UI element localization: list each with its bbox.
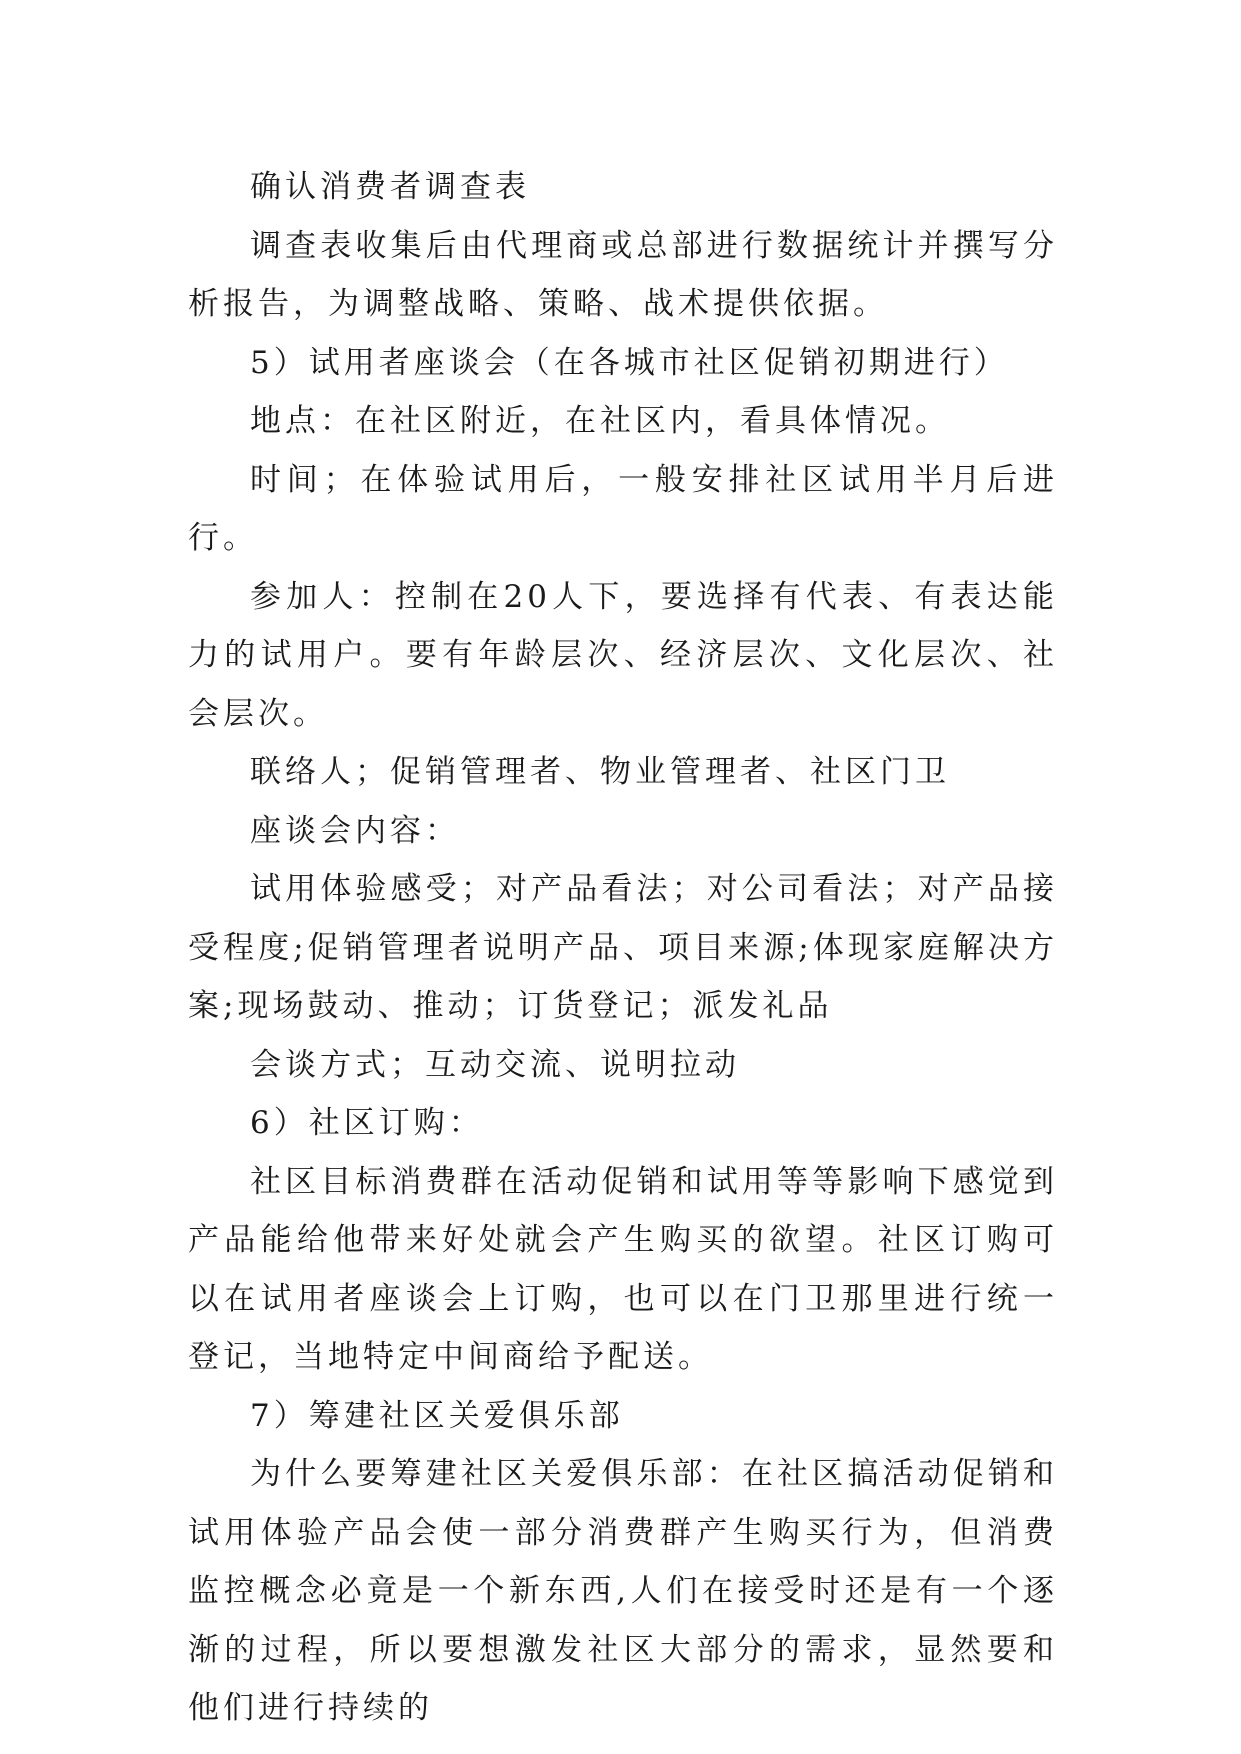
- paragraph-survey-analysis: 调查表收集后由代理商或总部进行数据统计并撰写分析报告，为调整战略、策略、战术提供依据。: [188, 227, 1058, 322]
- paragraph-community-order: 社区目标消费群在活动促销和试用等等影响下感觉到产品能给他带来好处就会产生购买的欲望。社区订购可以在试用者座谈会上订购，也可以在门卫那里进行统一登记，当地特定中间商给予配送。: [188, 1163, 1058, 1375]
- paragraph-participants: 参加人：控制在20人下，要选择有代表、有表达能力的试用户。要有年龄层次、经济层次、文化层次、社会层次。: [188, 578, 1058, 732]
- paragraph-time: 时间；在体验试用后，一般安排社区试用半月后进行。: [188, 461, 1058, 556]
- heading-community-club: 7）筹建社区关爱俱乐部: [250, 1397, 624, 1434]
- paragraph-community-club: 为什么要筹建社区关爱俱乐部：在社区搞活动促销和试用体验产品会使一部分消费群产生购买行为，但消费监控概念必竟是一个新东西,人们在接受时还是有一个逐渐的过程，所以要想激发社区大部分的需求，显然要和他们进行持续的: [188, 1456, 1058, 1726]
- paragraph-confirm-survey: 确认消费者调查表: [250, 169, 530, 205]
- document-body: [188, 158, 1058, 1738]
- heading-community-order: 6）社区订购：: [250, 1105, 484, 1141]
- paragraph-contacts: 联络人；促销管理者、物业管理者、社区门卫: [250, 754, 950, 790]
- paragraph-location: 地点：在社区附近，在社区内，看具体情况。: [250, 403, 950, 439]
- paragraph-meeting-method: 会谈方式；互动交流、说明拉动: [250, 1046, 740, 1083]
- paragraph-forum-content-label: 座谈会内容：: [250, 812, 460, 849]
- paragraph-forum-content: 试用体验感受；对产品看法；对公司看法；对产品接受程度;促销管理者说明产品、项目来源;体现家庭解决方案;现场鼓动、推动；订货登记；派发礼品: [188, 871, 1058, 1024]
- heading-trial-user-forum: 5）试用者座谈会（在各城市社区促销初期进行）: [250, 344, 1009, 381]
